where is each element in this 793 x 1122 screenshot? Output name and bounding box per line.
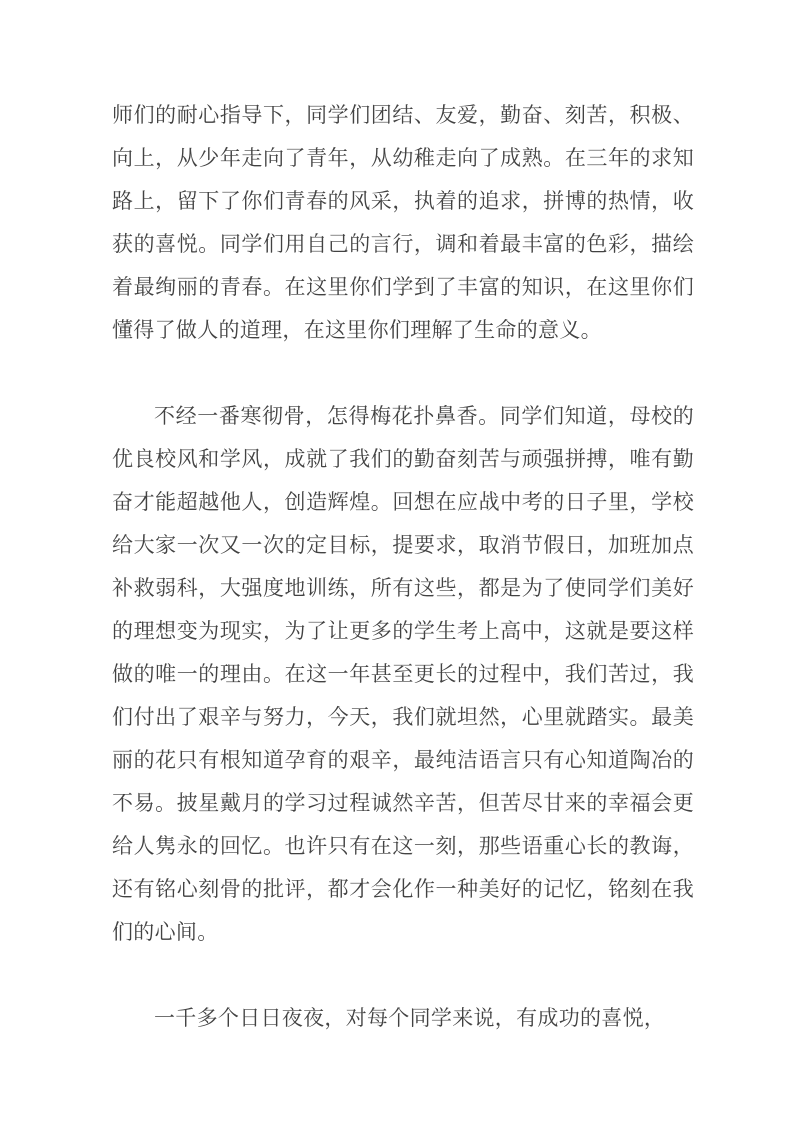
document-body — [112, 94, 694, 1040]
paragraph-continuation: 师们的耐心指导下，同学们团结、友爱，勤奋、刻苦，积极、向上，从少年走向了青年，从幼稚走向了成熟。在三年的求知路上，留下了你们青春的风采，执着的追求，拼博的热情，收获的喜悦。同学们用自己的言行，调和着最丰富的色彩，描绘着最绚丽的青春。在这里你们学到了丰富的知识，在这里你们懂得了做人的道理，在这里你们理解了生命的意义。 — [112, 103, 694, 342]
paragraph: 不经一番寒彻骨，怎得梅花扑鼻香。同学们知道，母校的优良校风和学风，成就了我们的勤奋刻苦与顽强拼搏，唯有勤奋才能超越他人，创造辉煌。回想在应战中考的日子里，学校给大家一次又一次的定目标，提要求，取消节假日，加班加点补救弱科，大强度地训练，所有这些，都是为了使同学们美好的理想变为现实，为了让更多的学生考上高中，这就是要这样做的唯一的理由。在这一年甚至更长的过程中，我们苦过，我们付出了艰辛与努力，今天，我们就坦然，心里就踏实。最美丽的花只有根知道孕育的艰辛，最纯洁语言只有心知道陶冶的不易。披星戴月的学习过程诚然辛苦，但苦尽甘来的幸福会更给人隽永的回忆。也许只有在这一刻，那些语重心长的教诲，还有铭心刻骨的批评，都才会化作一种美好的记忆，铭刻在我们的心间。 — [112, 404, 694, 944]
paragraph-partial: 一千多个日日夜夜，对每个同学来说，有成功的喜悦， — [154, 1006, 666, 1030]
